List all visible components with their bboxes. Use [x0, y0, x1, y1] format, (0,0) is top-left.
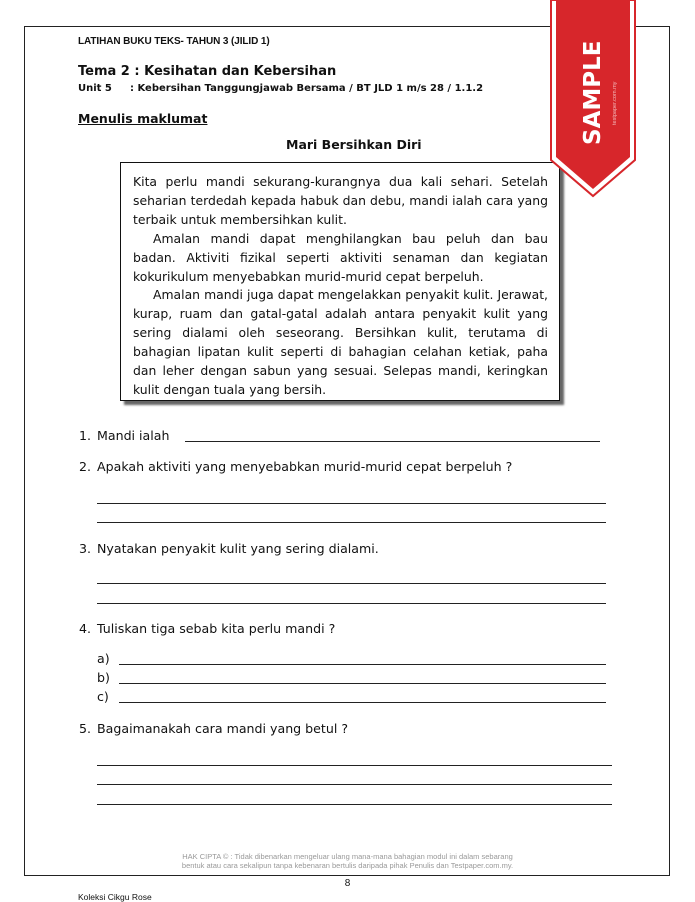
question-text: Apakah aktiviti yang menyebabkan murid-murid cepat berpeluh ?: [97, 459, 513, 474]
answer-line[interactable]: [97, 503, 606, 504]
unit-row: [78, 83, 483, 94]
section-title: Menulis maklumat: [78, 111, 208, 126]
question-text: Bagaimanakah cara mandi yang betul ?: [97, 721, 349, 736]
page-number: 8: [344, 878, 351, 889]
unit-text: : Kebersihan Tanggungjawab Bersama / BT JLD 1 m/s 28 / 1.1.2: [130, 83, 484, 94]
passage-paragraph: Amalan mandi dapat menghilangkan bau peluh dan bau badan. Aktiviti fizikal seperti aktiviti senaman dan kegiatan kokurikulum menyebabkan murid-murid cepat berpeluh.: [133, 230, 548, 284]
question-5: [79, 721, 348, 736]
question-text: Mandi ialah: [97, 428, 170, 443]
unit-label: Unit 5: [78, 83, 112, 94]
passage-paragraph: Kita perlu mandi sekurang-kurangnya dua kali sehari. Setelah seharian terdedah kepada habuk dan debu, mandi ialah cara yang terbaik untuk membersihkan kulit.: [133, 174, 548, 227]
answer-line[interactable]: [97, 784, 612, 785]
question-number: 2.: [79, 459, 92, 474]
answer-line[interactable]: [97, 583, 606, 584]
answer-line[interactable]: [119, 702, 606, 703]
copyright-line: bentuk atau cara sekalipun tanpa kebenaran bertulis daripada pihak Penulis dan Testpaper.com.my.: [181, 861, 514, 870]
question-3: [79, 541, 379, 556]
answer-line[interactable]: [119, 683, 606, 684]
question-2: [79, 459, 512, 474]
sub-item-c: c): [97, 689, 109, 704]
answer-line[interactable]: [119, 664, 606, 665]
question-number: 5.: [79, 721, 92, 736]
question-text: Tuliskan tiga sebab kita perlu mandi ?: [97, 621, 336, 636]
question-number: 4.: [79, 621, 92, 636]
answer-line[interactable]: [97, 603, 606, 604]
copyright-line: HAK CIPTA © : Tidak dibenarkan mengeluar ulang mana-mana bahagian modul ini dalam sebarang: [182, 852, 513, 861]
copyright-notice: [0, 852, 695, 870]
passage-title: Mari Bersihkan Diri: [286, 137, 422, 152]
passage-paragraph: Amalan mandi juga dapat mengelakkan penyakit kulit. Jerawat, kurap, ruam dan gatal-gatal adalah antara penyakit kulit yang sering dialami oleh seseorang. Bersihkan kulit, terutama di bahagian lipatan kulit seperti di bahagian celahan ketiak, paha dan leher dengan sabun yang sesuai. Selepas mandi, keringkan kulit dengan tuala yang bersih.: [133, 287, 548, 397]
sample-ribbon-icon: [548, 0, 638, 198]
sub-item-b: b): [97, 670, 110, 685]
question-number: 1.: [79, 428, 92, 443]
question-1: [79, 428, 169, 443]
sub-item-a: a): [97, 651, 110, 666]
sample-text: SAMPLE: [580, 40, 606, 145]
passage-box: [120, 162, 560, 401]
answer-line[interactable]: [97, 765, 612, 766]
book-title: LATIHAN BUKU TEKS- TAHUN 3 (JILID 1): [78, 36, 270, 47]
sample-subtext: testpaper.com.my: [612, 81, 618, 125]
answer-line[interactable]: [185, 441, 600, 442]
question-4: [79, 621, 335, 636]
question-number: 3.: [79, 541, 92, 556]
collection-credit: Koleksi Cikgu Rose: [78, 892, 152, 902]
theme-title: Tema 2 : Kesihatan dan Kebersihan: [78, 64, 337, 79]
answer-line[interactable]: [97, 804, 612, 805]
question-text: Nyatakan penyakit kulit yang sering dialami.: [97, 541, 379, 556]
answer-line[interactable]: [97, 522, 606, 523]
